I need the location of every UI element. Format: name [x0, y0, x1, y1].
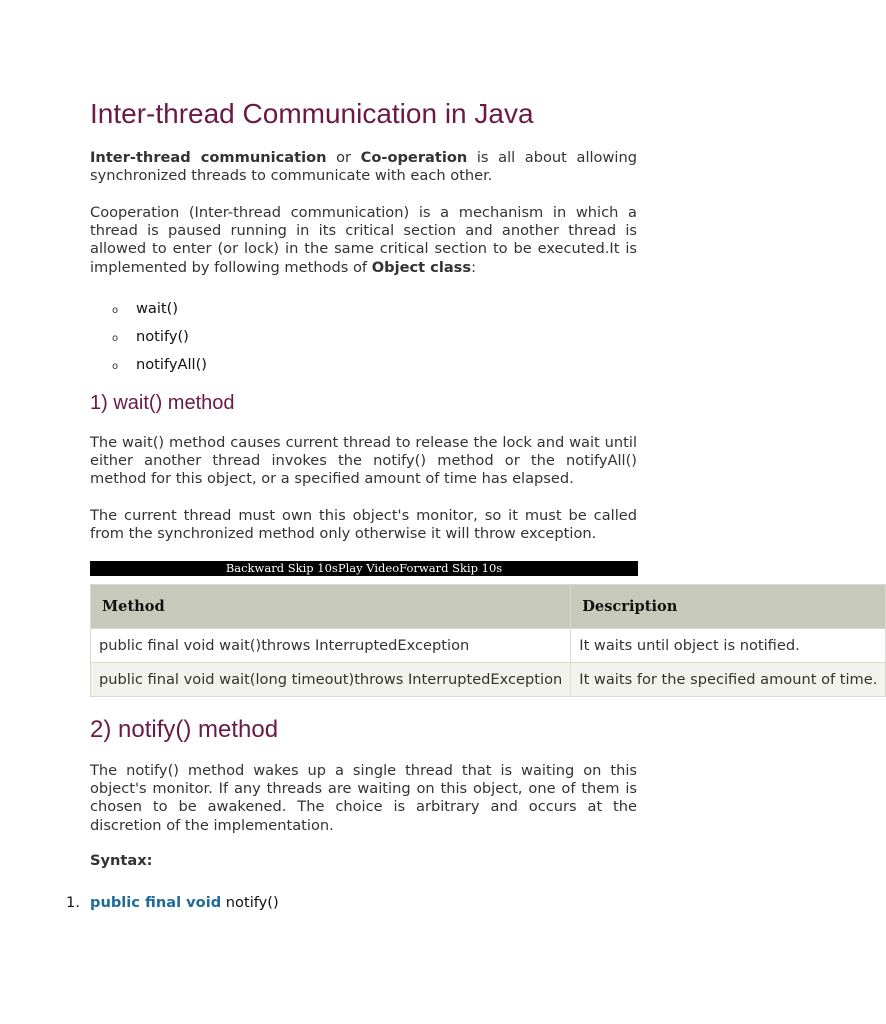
notify-method-heading: 2) notify() method — [90, 716, 279, 743]
code-keyword: public final void — [90, 894, 222, 911]
syntax-label: Syntax: — [90, 852, 153, 869]
list-item-label: wait() — [136, 300, 179, 317]
play-video-button[interactable]: Play Video — [337, 561, 400, 575]
wait-paragraph-2: The current thread must own this object's monitor, so it must be called from the synchronized method only otherwise it will throw exception. — [90, 507, 637, 543]
page-title: Inter-thread Communication in Java — [90, 98, 534, 129]
wait-method-heading: 1) wait() method — [90, 392, 235, 414]
list-item-label: notifyAll() — [136, 356, 207, 373]
list-item — [112, 355, 207, 383]
code-listing — [66, 893, 279, 913]
intro-rest: is all about allowing synchronized threads to communicate with each other. — [90, 149, 637, 185]
table-cell-method: public final void wait()throws InterruptedException — [91, 629, 571, 663]
code-text: notify() — [221, 894, 279, 911]
intro-paragraph — [90, 149, 637, 185]
table-cell-method: public final void wait(long timeout)throws InterruptedException — [91, 663, 571, 697]
bullet-icon: o — [112, 333, 119, 344]
wait-paragraph-1: The wait() method causes current thread to release the lock and wait until either another thread invokes the notify() method or the notifyAll() method for this object, or a specified amount of time has elapsed. — [90, 434, 637, 488]
methods-table — [90, 584, 886, 697]
line-number: 1. — [66, 894, 80, 911]
header-description: Description — [571, 585, 886, 629]
table-header-row — [91, 585, 886, 629]
list-item-label: notify() — [136, 328, 189, 345]
notify-paragraph: The notify() method wakes up a single thread that is waiting on this object's monitor. If any threads are waiting on this object, one of them is chosen to be awakened. The choice is arbitrary and occurs at the discretion of the implementation. — [90, 762, 637, 834]
cooperation-end: : — [471, 258, 476, 276]
cooperation-paragraph — [90, 204, 637, 277]
table-cell-description: It waits for the specified amount of time. — [571, 663, 886, 697]
object-class-term: Object class — [371, 258, 472, 276]
methods-list — [112, 299, 207, 383]
bullet-icon: o — [112, 361, 119, 372]
forward-skip-button[interactable]: Forward Skip 10s — [399, 561, 503, 575]
header-method: Method — [91, 585, 571, 629]
cooperation-text: Cooperation (Inter-thread communication) is a mechanism in which a thread is paused running in its critical section and another thread is allowed to enter (or lock) in the same critical section to be executed.It is implemented by following methods of — [90, 204, 637, 276]
bullet-icon: o — [112, 305, 119, 316]
table-cell-description: It waits until object is notified. — [571, 629, 886, 663]
intro-bold-term-2: Co-operation — [360, 149, 468, 166]
table-row — [91, 663, 886, 697]
table-row — [91, 629, 886, 663]
intro-or: or — [326, 149, 361, 166]
backward-skip-button[interactable]: Backward Skip 10s — [225, 561, 338, 575]
intro-bold-term: Inter-thread communication — [90, 149, 327, 166]
list-item — [112, 299, 207, 327]
list-item — [112, 327, 207, 355]
code-line — [66, 893, 279, 913]
video-controls-bar — [90, 561, 638, 576]
